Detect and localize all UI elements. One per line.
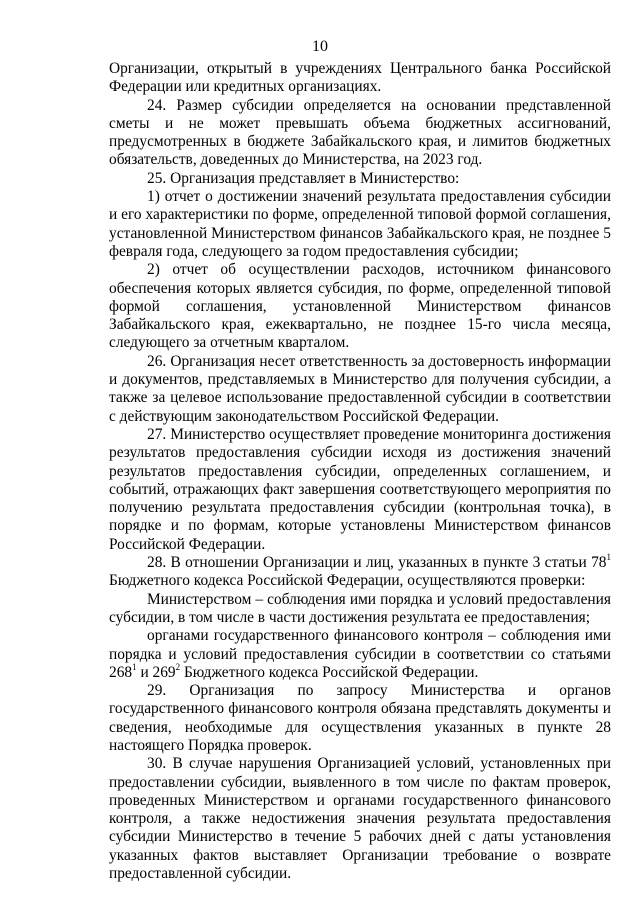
paragraph-25-item-2: 2) отчет об осуществлении расходов, источником финансового обеспечения которых является субсидия, по форме, определенной типовой формой соглашения, установленной Министерством финансов Забайкальского края, ежеквартально, не позднее 15-го числа месяца, следующего за отчетным кварталом. — [109, 261, 611, 352]
paragraph-24: 24. Размер субсидии определяется на основании представленной сметы и не может превышать объема бюджетных ассигнований, предусмотренных в бюджете Забайкальского края, и лимитов бюджетных обязательств, доведенных до Министерства, на 2023 год. — [109, 96, 611, 169]
paragraph-26: 26. Организация несет ответственность за достоверность информации и документов, представляемых в Министерство для получения субсидии, а также за целевое использование предоставленной субсидии в соответствии с действующим законодательством Российской Федерации. — [109, 352, 611, 425]
paragraph-29: 29. Организация по запросу Министерства и органов государственного финансового контроля обязана представлять документы и сведения, необходимые для осуществления указанных в пункте 28 настоящего Порядка проверок. — [109, 682, 611, 754]
paragraph-28: 28. В отношении Организации и лиц, указанных в пункте 3 статьи $78^1$ Бюджетного кодекса Российской Федерации, осуществляются проверки: — [109, 551, 611, 590]
superscript: 1 — [606, 551, 611, 562]
paragraph-continuation: Организации, открытый в учреждениях Центрального банка Российской Федерации или кредитных организациях. — [109, 60, 611, 96]
superscript: 1 — [132, 661, 137, 672]
paragraph-30: 30. В случае нарушения Организацией условий, установленных при предоставлении субсидии, выявленного в том числе по фактам проверок, проведенных Министерством и органами государственного финансового контроля, а также недостижения значения результата предоставления субсидии Министерство в течение 5 рабочих дней с даты установления указанных фактов выставляет Организации требование о возврате предоставленной субсидии. — [109, 755, 611, 883]
page-number: 10 — [312, 38, 328, 55]
paragraph-25-item-1: 1) отчет о достижении значений результата предоставления субсидии и его характеристики по форме, определенной типовой формой соглашения, установленной Министерством финансов Забайкальского края, не позднее 5 февраля года, следующего за годом предоставления субсидии; — [109, 188, 611, 260]
paragraph-25: 25. Организация представляет в Министерство: — [147, 169, 460, 187]
paragraph-28-control-bodies: органами государственного финансового контроля – соблюдения ими порядка и условий предоставления субсидии в соответствии со статьями $268^1$ и $269^2$ Бюджетного кодекса Российской Федерации. — [109, 627, 611, 681]
superscript: 2 — [175, 661, 181, 672]
paragraph-27: 27. Министерство осуществляет проведение мониторинга достижения результатов предоставления субсидии исходя из достижения значений результатов предоставления субсидии, определенных соглашением, и событий, отражающих факт завершения соответствующего мероприятия по получению результата предоставления субсидии (контрольная точка), в порядке и по формам, которые установлены Министерством финансов Российской Федерации. — [109, 425, 611, 553]
document-body — [109, 60, 611, 883]
paragraph-28-ministry: Министерством – соблюдения ими порядка и условий предоставления субсидии, в том числе в части достижения результата ее предоставления; — [109, 590, 611, 626]
